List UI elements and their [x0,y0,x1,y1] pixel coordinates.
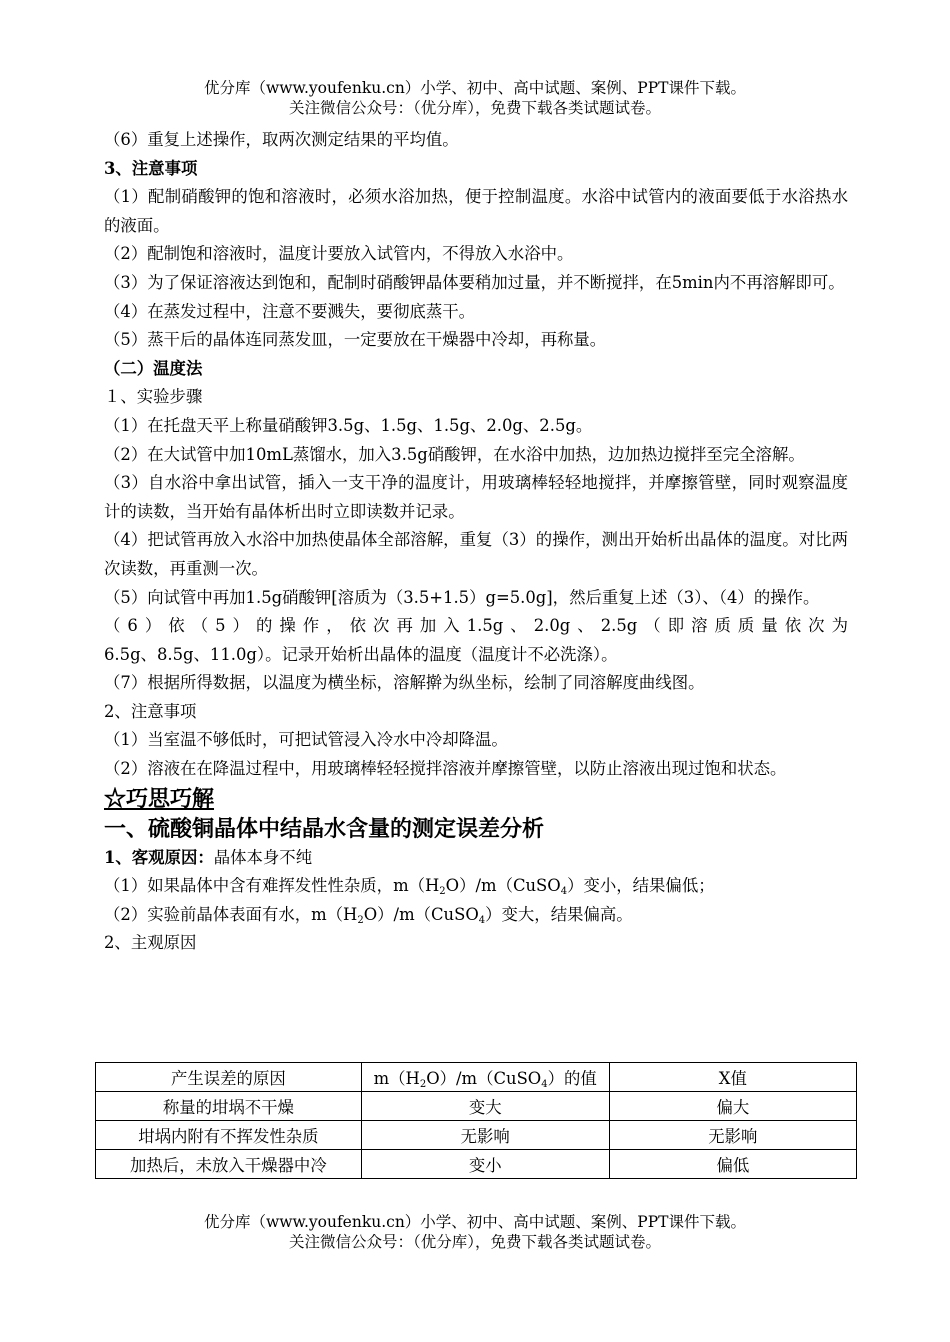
paragraph: （2）配制饱和溶液时，温度计要放入试管内，不得放入水浴中。 [104,244,574,264]
subsection-heading: 2、主观原因 [104,933,197,953]
paragraph: （5）蒸干后的晶体连同蒸发皿，一定要放在干燥器中冷却，再称量。 [104,330,607,350]
table-cell: 无影响 [361,1121,609,1150]
table-header-cell [361,1063,609,1092]
paragraph: （1）当室温不够低时，可把试管浸入冷水中冷却降温。 [104,730,508,750]
formula-text: ）变小，结果偏低； [567,876,715,896]
paragraph: （4）在蒸发过程中，注意不要溅失，要彻底蒸干。 [104,301,476,321]
page-header [0,78,950,118]
table-cell: 称量的坩埚不干燥 [96,1092,362,1121]
subscript: 2 [419,1079,427,1090]
table-cell: 加热后，未放入干燥器中冷 [96,1150,362,1179]
subscript: 2 [439,886,446,898]
header-text: ）的值 [547,1069,597,1088]
formula-text: O）/m（CuSO [445,876,561,896]
table-header-cell: X值 [609,1063,856,1092]
subscript: 4 [560,886,568,898]
paragraph: （7）根据所得数据，以温度为横坐标，溶解擀为纵坐标，绘制了同溶解度曲线图。 [104,673,705,693]
table-row [96,1121,857,1150]
formula-text: （1）如果晶体中含有难挥发性性杂质，m（H [104,876,440,896]
table-header-cell: 产生误差的原因 [96,1063,362,1092]
paragraph: （1）在托盘天平上称量硝酸钾3.5g、1.5g、1.5g、2.0g、2.5g。 [104,415,593,435]
header-text: O）/m（CuSO [426,1069,542,1088]
table-cell: 偏低 [609,1150,856,1179]
table-cell: 变大 [361,1092,609,1121]
header-line-2: 关注微信公众号：（优分库），免费下载各类试题试卷。 [288,99,661,117]
paragraph: （6）依（5）的操作，依次再加入1.5g、2.0g、2.5g（即溶质质量依次为 [104,616,848,636]
table-cell: 变小 [361,1150,609,1179]
paragraph [104,901,848,930]
paragraph: （3）自水浴中拿出试管，插入一支干净的温度计，用玻璃棒轻轻地搅拌，并摩擦管壁，同时观察温度计的读数，当开始有晶体析出时立即读数并记录。 [104,473,848,521]
subsection-heading: １、实验步骤 [104,387,203,407]
paragraph: （2）在大试管中加10mL蒸馏水，加入3.5g硝酸钾，在水浴中加热，边加热边搅拌至完全溶解。 [104,444,805,464]
paragraph: （6）重复上述操作，取两次测定结果的平均值。 [104,130,459,149]
table-cell: 坩埚内附有不挥发性杂质 [96,1121,362,1150]
table-row [96,1150,857,1179]
objective-text: 晶体本身不纯 [213,847,313,867]
paragraph [104,872,848,901]
paragraph: （4）把试管再放入水浴中加热使晶体全部溶解，重复（3）的操作，测出开始析出晶体的温度。对比两次读数，再重测一次。 [104,530,848,578]
footer-line-2: 关注微信公众号：（优分库），免费下载各类试题试卷。 [288,1233,661,1251]
paragraph [104,844,848,873]
subscript: 2 [357,914,364,926]
table-cell: 偏大 [609,1092,856,1121]
table-cell: 无影响 [609,1121,856,1150]
paragraph: （1）配制硝酸钾的饱和溶液时，必须水浴加热，便于控制温度。水浴中试管内的液面要低于水浴热水的液面。 [104,187,848,235]
tips-title: ☆巧思巧解 [104,785,215,812]
formula-text: （2）实验前晶体表面有水，m（H [104,904,358,924]
section-title: 一、硫酸铜晶体中结晶水含量的测定误差分析 [104,815,545,842]
header-line-1: 优分库（www.youfenku.cn）小学、初中、高中试题、案例、PPT课件下载。 [203,79,747,97]
footer-line-1: 优分库（www.youfenku.cn）小学、初中、高中试题、案例、PPT课件下载。 [203,1213,747,1231]
subscript: 4 [478,914,486,926]
table-header-row [96,1063,857,1092]
section-heading: （二）温度法 [104,358,203,378]
formula-text: O）/m（CuSO [363,904,479,924]
error-analysis-table [95,1062,857,1179]
paragraph: 6.5g、8.5g、11.0g）。记录开始析出晶体的温度（温度计不必洗涤）。 [104,644,618,664]
page-footer [0,1212,950,1252]
subsection-heading: 2、注意事项 [104,701,197,721]
subscript: 4 [541,1079,548,1090]
objective-label: 1、客观原因： [104,847,214,867]
paragraph: （2）溶液在在降温过程中，用玻璃棒轻轻搅拌溶液并摩擦管壁，以防止溶液出现过饱和状态。 [104,759,787,779]
section-heading: 3、注意事项 [104,158,198,178]
header-text: m（H [373,1069,420,1088]
document-body [104,126,848,958]
formula-text: ）变大，结果偏高。 [485,904,633,924]
paragraph: （3）为了保证溶液达到饱和，配制时硝酸钾晶体要稍加过量，并不断搅拌，在5min内不再溶解即可。 [104,272,845,292]
paragraph: （5）向试管中再加1.5g硝酸钾[溶质为（3.5+1.5）g=5.0g]，然后重复上述（3）、（4）的操作。 [104,587,820,607]
table-row [96,1092,857,1121]
